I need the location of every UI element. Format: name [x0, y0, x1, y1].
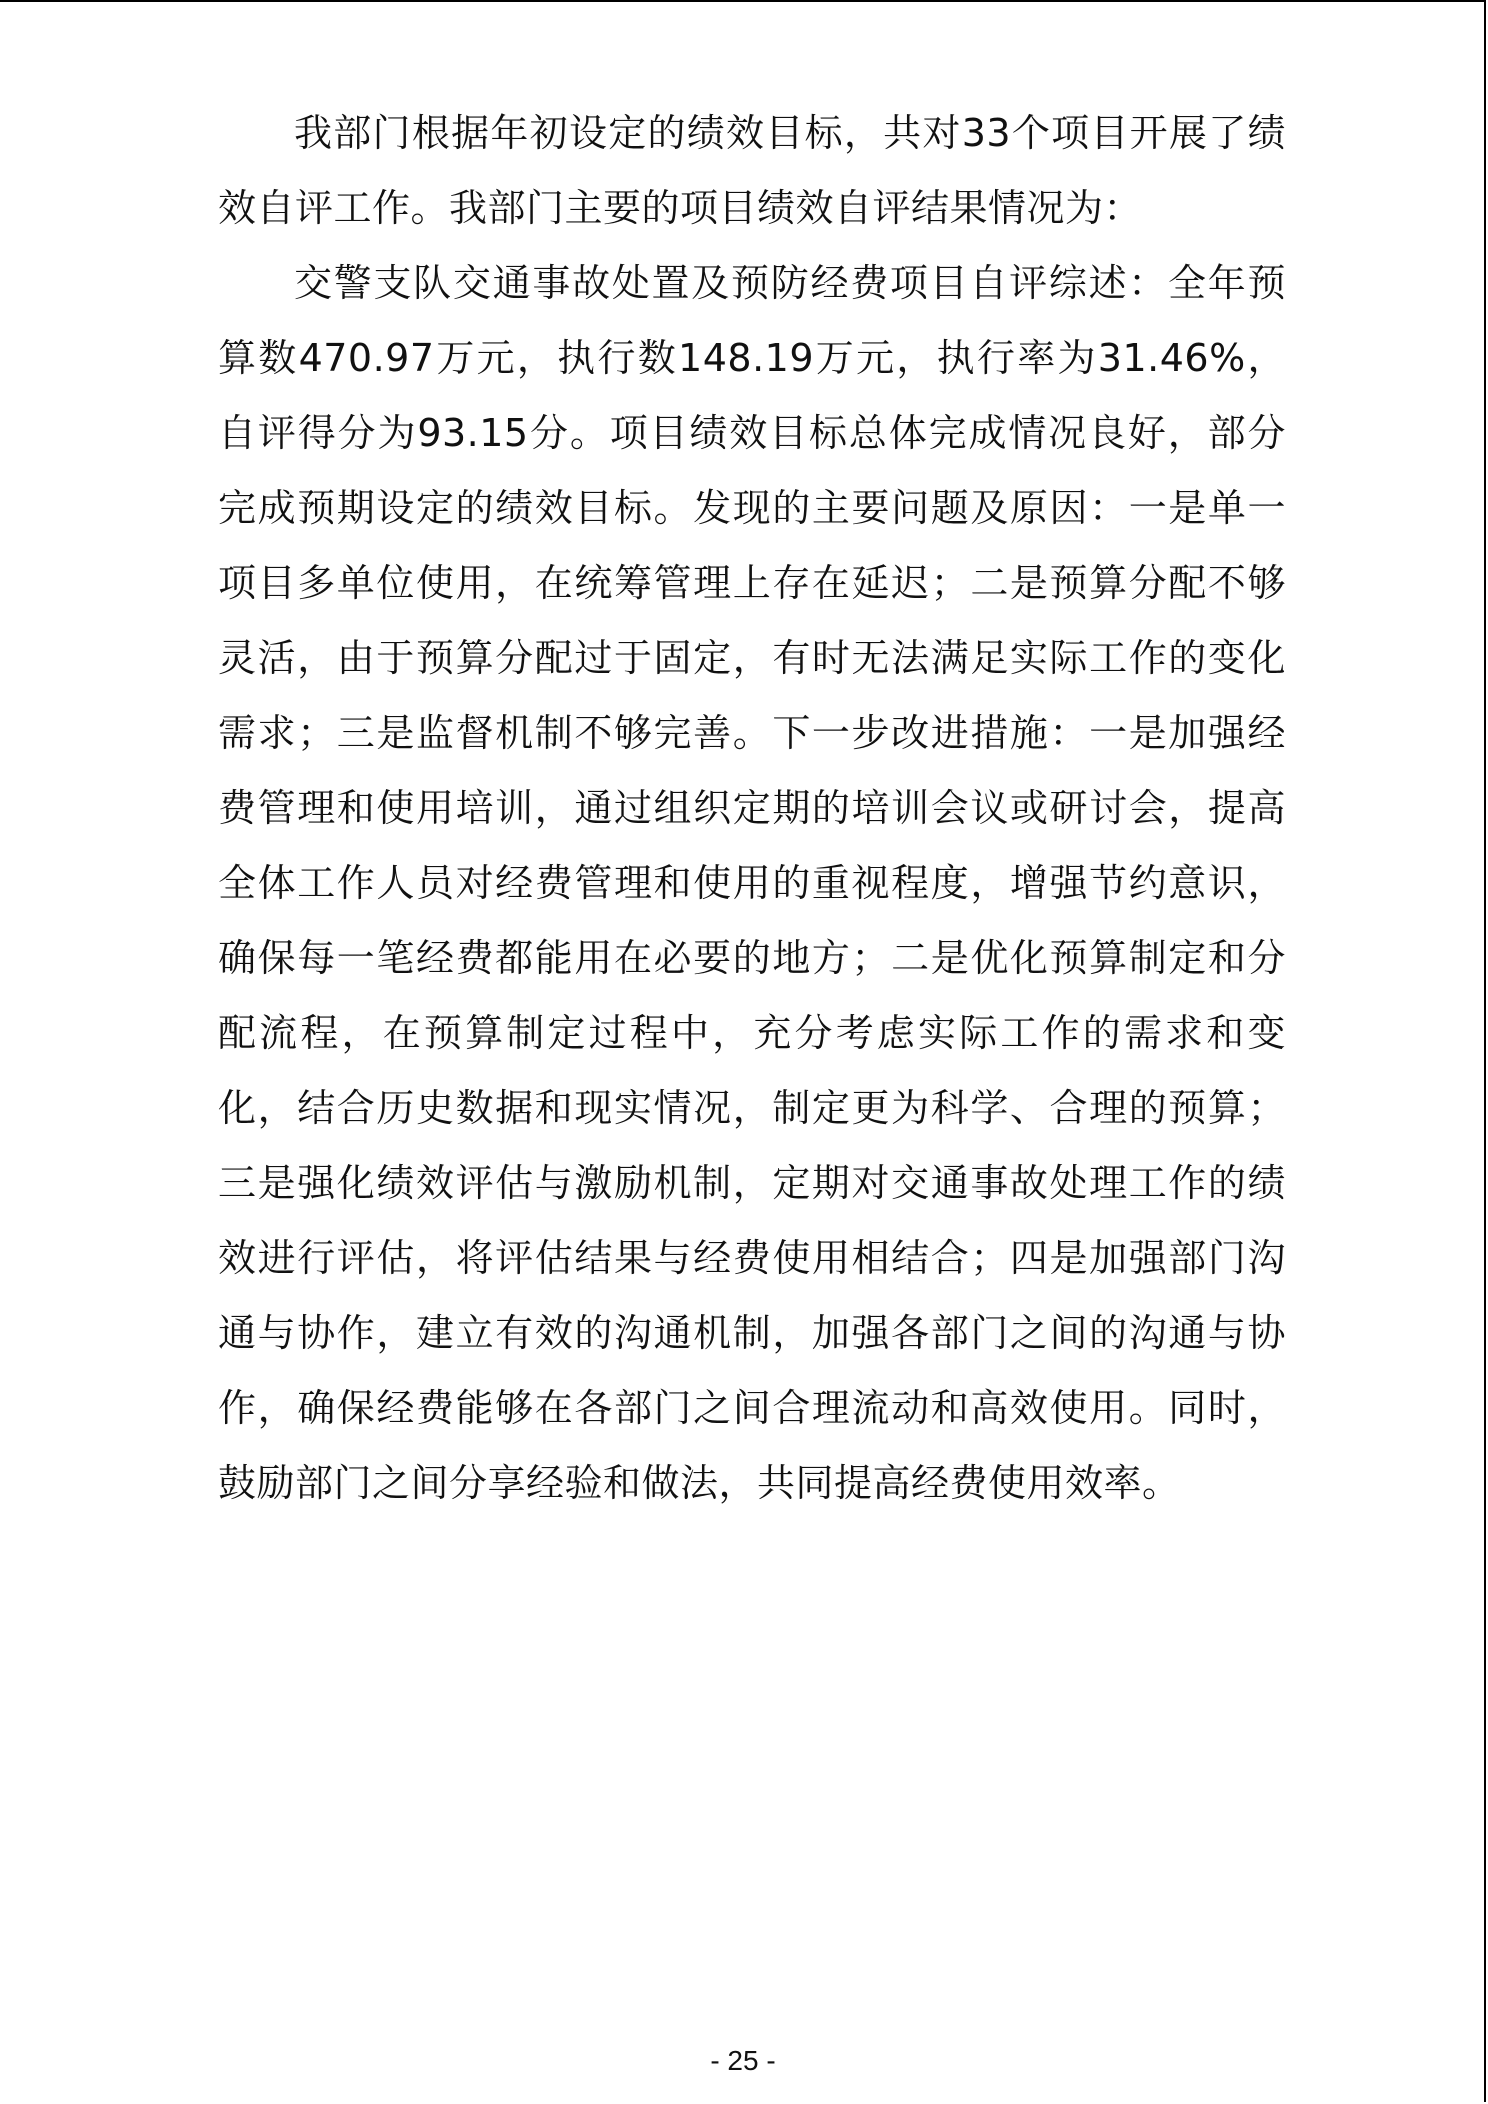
body-text	[218, 96, 1286, 1521]
page-number: - 25 -	[710, 2045, 776, 2076]
paragraph-intro: 我部门根据年初设定的绩效目标，共对33个项目开展了绩效自评工作。我部门主要的项目绩效自评结果情况为：	[218, 111, 1286, 230]
paragraph-project-summary: 交警支队交通事故处置及预防经费项目自评综述：全年预算数470.97万元，执行数148.19万元，执行率为31.46%，自评得分为93.15分。项目绩效目标总体完成情况良好，部分完成预期设定的绩效目标。发现的主要问题及原因：一是单一项目多单位使用，在统筹管理上存在延迟；二是预算分配不够灵活，由于预算分配过于固定，有时无法满足实际工作的变化需求；三是监督机制不够完善。下一步改进措施：一是加强经费管理和使用培训，通过组织定期的培训会议或研讨会，提高全体工作人员对经费管理和使用的重视程度，增强节约意识，确保每一笔经费都能用在必要的地方；二是优化预算制定和分配流程，在预算制定过程中，充分考虑实际工作的需求和变化，结合历史数据和现实情况，制定更为科学、合理的预算；三是强化绩效评估与激励机制，定期对交通事故处理工作的绩效进行评估，将评估结果与经费使用相结合；四是加强部门沟通与协作，建立有效的沟通机制，加强各部门之间的沟通与协作，确保经费能够在各部门之间合理流动和高效使用。同时，鼓励部门之间分享经验和做法，共同提高经费使用效率。	[218, 261, 1286, 1505]
